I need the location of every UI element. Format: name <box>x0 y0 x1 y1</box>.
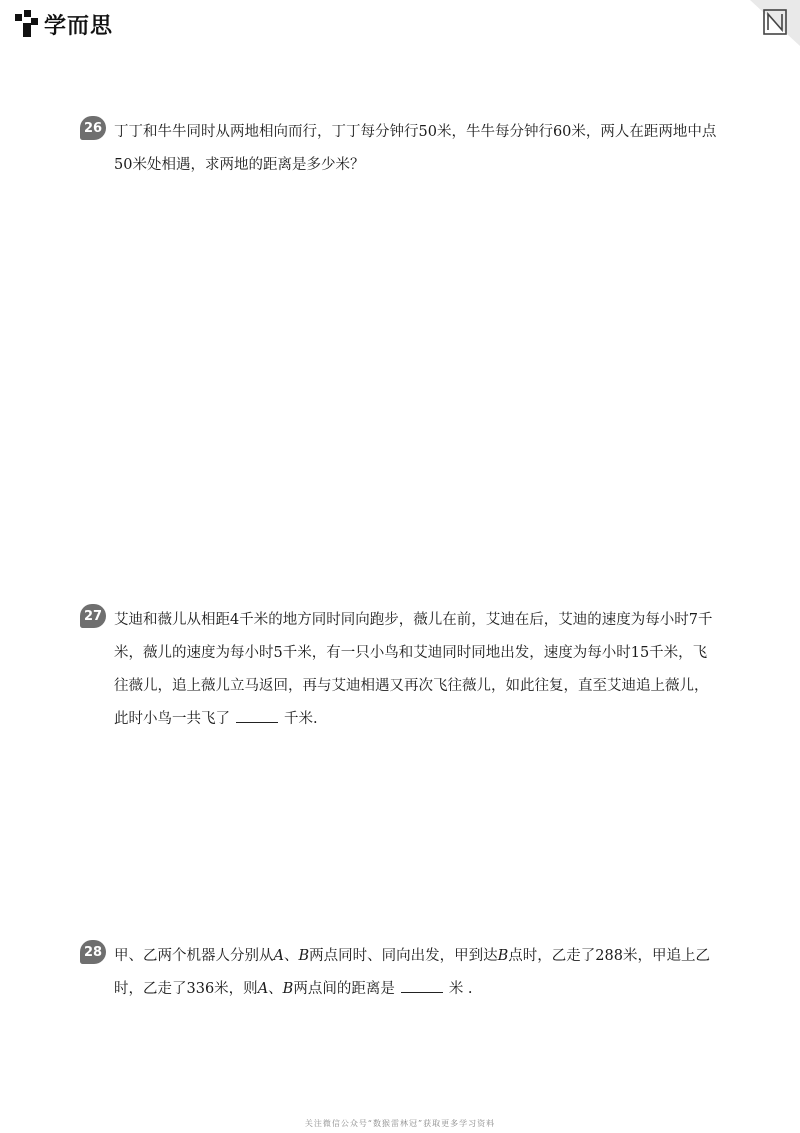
problem-number-badge: 26 <box>80 116 106 140</box>
corner-logo-icon <box>750 0 800 46</box>
problem-28 <box>80 940 720 1006</box>
problem-text: 甲、乙两个机器人分别从A、B两点同时、同向出发，甲到达B点时，乙走了288米，甲追上乙时，乙走了336米，则A、B两点间的距离是 米 . <box>114 948 710 997</box>
problem-text: 丁丁和牛牛同时从两地相向而行，丁丁每分钟行50米，牛牛每分钟行60米，两人在距两地中点50米处相遇，求两地的距离是多少米？ <box>114 124 717 173</box>
brand-logo <box>14 8 113 40</box>
problem-number-badge: 28 <box>80 940 106 964</box>
answer-blank <box>401 978 443 993</box>
problem-27 <box>80 604 720 736</box>
logo-text: 学而思 <box>44 13 114 39</box>
problem-text: 艾迪和薇儿从相距4千米的地方同时同向跑步，薇儿在前，艾迪在后，艾迪的速度为每小时7千米，薇儿的速度为每小时5千米，有一只小鸟和艾迪同时同地出发，速度为每小时15千米，飞往薇儿，追上薇儿立马返回，再与艾迪相遇又再次飞往薇儿，如此往复，直至艾迪追上薇儿，此时小鸟一共飞了 千米. <box>114 612 713 727</box>
problem-number-badge: 27 <box>80 604 106 628</box>
footer-note: 关注微信公众号“数猴雷林冠”获取更多学习资料 <box>304 1119 496 1128</box>
logo-icon <box>14 9 40 39</box>
answer-blank <box>236 708 278 723</box>
problem-26 <box>80 116 720 182</box>
